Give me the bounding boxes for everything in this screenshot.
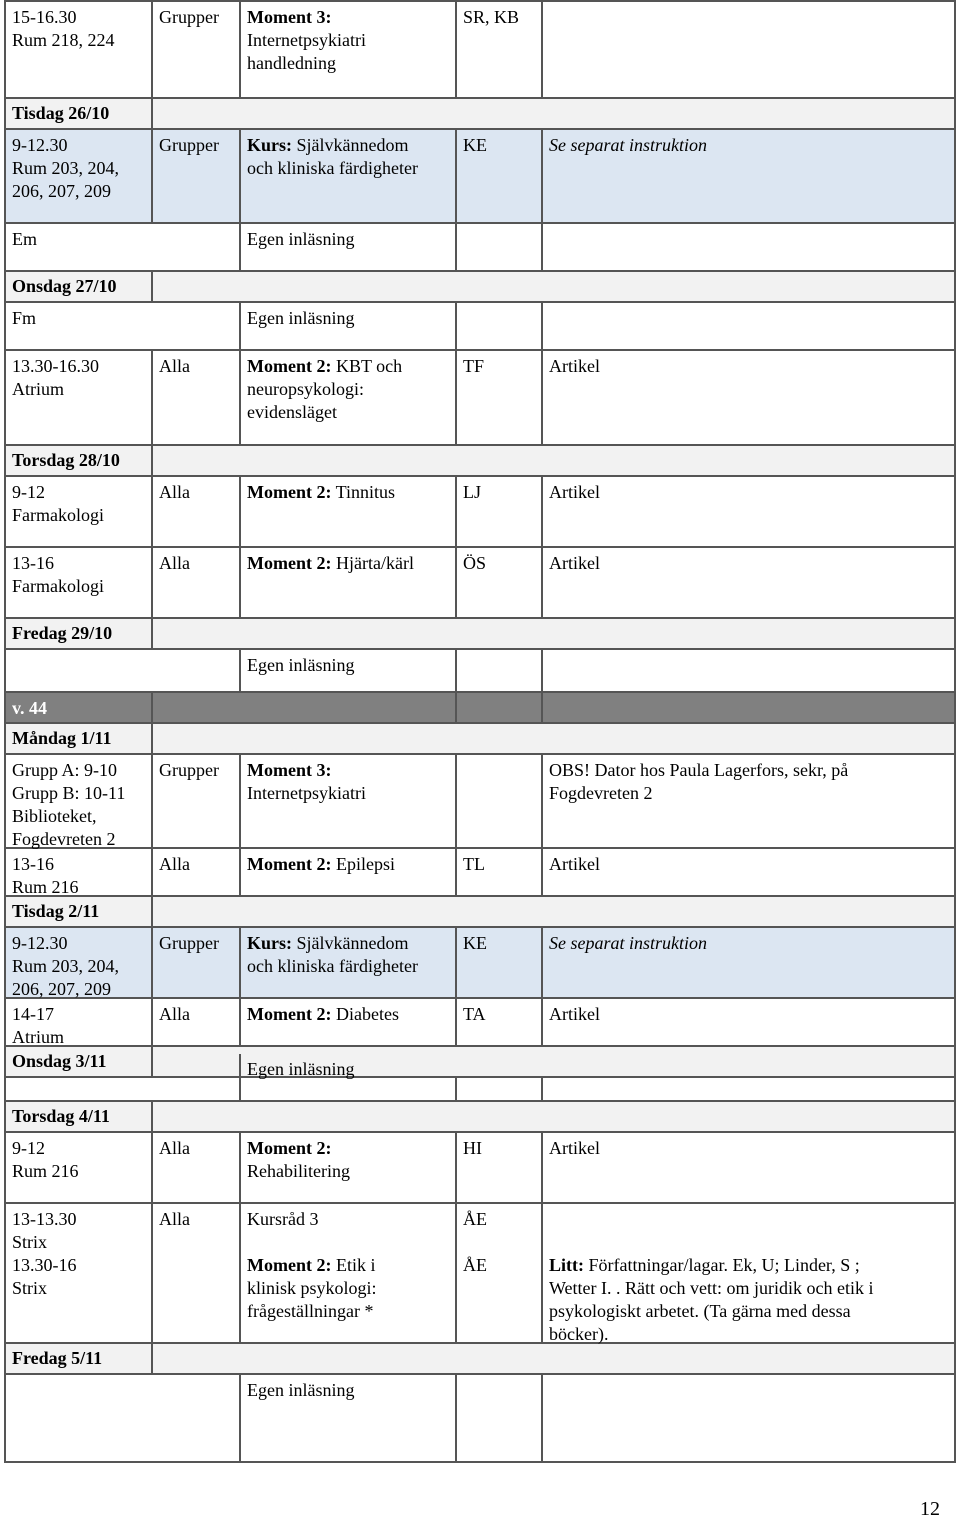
group-cell: Alla: [151, 1133, 239, 1202]
teacher-cell: [455, 1375, 541, 1461]
note-cell: [541, 2, 954, 97]
note-cell: Artikel: [541, 477, 954, 546]
note-cell: Artikel: [541, 999, 954, 1045]
teacher-cell: HI: [455, 1133, 541, 1202]
activity-text: Kursråd 3: [247, 1209, 319, 1229]
table-row: [4, 1373, 956, 1463]
activity-text: Rehabilitering: [247, 1161, 350, 1181]
activity-label: Moment 2:: [247, 1255, 332, 1275]
teacher-cell: KE: [455, 928, 541, 997]
teacher-cell: ÖS: [455, 548, 541, 617]
note-cell: [541, 1204, 954, 1342]
day-header: [4, 895, 956, 926]
activity-text: Självkännedom och kliniska färdigheter: [247, 135, 418, 178]
activity-label: Moment 3:: [247, 760, 332, 780]
note-cell: Artikel: [541, 1133, 954, 1202]
week-label: v. 44: [6, 693, 151, 722]
teacher-cell: SR, KB: [455, 2, 541, 97]
activity-cell: [239, 477, 455, 546]
day-label: Fredag 29/10: [6, 619, 151, 648]
table-row: [4, 475, 956, 546]
day-label: Tisdag 26/10: [6, 99, 151, 128]
activity-cell: Egen inläsning: [239, 224, 455, 270]
activity-label: Moment 2:: [247, 1004, 332, 1024]
note-cell: [541, 1078, 954, 1100]
time-cell: 13-13.30 Strix 13.30-16 Strix: [12, 1209, 77, 1298]
activity-text: KBT och neuropsykologi: evidensläget: [247, 356, 403, 422]
group-cell: Alla: [151, 1204, 239, 1342]
time-cell: 9-12 Rum 216: [12, 1138, 79, 1181]
activity-label: Kurs:: [247, 135, 292, 155]
activity-label: Moment 3:: [247, 7, 332, 27]
time-cell: Grupp A: 9-10 Grupp B: 10-11 Biblioteket, Fogdevreten 2: [12, 760, 126, 849]
group-cell: [151, 303, 239, 349]
activity-label: Moment 2:: [247, 854, 332, 874]
activity-cell: [239, 1133, 455, 1202]
activity-cell: Egen inläsning: [239, 1375, 455, 1461]
table-row: [4, 997, 956, 1045]
teacher-cell: [455, 755, 541, 847]
day-label: Måndag 1/11: [6, 724, 151, 753]
activity-cell: [239, 849, 455, 895]
table-row: [4, 1202, 956, 1342]
time-cell: 13.30-16.30 Atrium: [12, 356, 99, 399]
activity-label: Moment 2:: [247, 1138, 332, 1158]
note-cell: OBS! Dator hos Paula Lagerfors, sekr, på Fogdevreten 2: [541, 755, 954, 847]
time-cell: [6, 650, 151, 691]
day-header: [4, 1100, 956, 1131]
time-cell: 9-12.30 Rum 203, 204, 206, 207, 209: [6, 130, 151, 222]
table-row: [4, 349, 956, 444]
group-cell: Grupper: [151, 755, 239, 847]
day-header: [4, 617, 956, 648]
time-cell: 15-16.30 Rum 218, 224: [12, 7, 115, 50]
time-cell: [6, 1078, 151, 1100]
group-cell: Grupper: [151, 928, 239, 997]
group-cell: Alla: [151, 849, 239, 895]
table-row: [4, 128, 956, 222]
activity-text: Epilepsi: [331, 854, 395, 874]
group-cell: Alla: [151, 477, 239, 546]
note-cell: [541, 1375, 954, 1461]
day-header: [4, 1342, 956, 1373]
teacher-cell: KE: [455, 130, 541, 222]
table-row: [4, 301, 956, 349]
time-cell: Em: [12, 229, 37, 249]
activity-text: Internetpsykiatri: [247, 783, 366, 803]
note-cell: [541, 928, 954, 997]
note-cell: Artikel: [541, 351, 954, 444]
activity-text: Diabetes: [331, 1004, 399, 1024]
group-cell: [151, 1375, 239, 1461]
table-row: [4, 648, 956, 691]
note-cell: [541, 130, 954, 222]
teacher-cell: [455, 1078, 541, 1100]
group-cell: [151, 650, 239, 691]
day-label: Tisdag 2/11: [6, 897, 151, 926]
activity-cell: [239, 2, 455, 97]
group-cell: Alla: [151, 351, 239, 444]
teacher-cell: [455, 303, 541, 349]
activity-text: Internetpsykiatri handledning: [247, 30, 366, 73]
activity-cell: [239, 928, 455, 997]
table-row: [4, 0, 956, 97]
activity-label: Moment 2:: [247, 356, 332, 376]
note-cell: [541, 650, 954, 691]
day-header: [4, 97, 956, 128]
time-cell: [6, 1375, 151, 1461]
table-row: [4, 753, 956, 847]
day-label: Torsdag 4/11: [6, 1102, 151, 1131]
note-cell: [541, 303, 954, 349]
day-header: [4, 444, 956, 475]
note-label: Litt:: [549, 1255, 584, 1275]
day-label: Onsdag 3/11: [6, 1047, 151, 1076]
table-row: [4, 546, 956, 617]
page-number: 12: [920, 1498, 940, 1520]
day-label: Torsdag 28/10: [6, 446, 151, 475]
activity-label: Kurs:: [247, 933, 292, 953]
note-cell: [541, 224, 954, 270]
activity-text: Tinnitus: [331, 482, 396, 502]
time-cell: Fm: [12, 308, 37, 328]
note-cell: Artikel: [541, 849, 954, 895]
table-row: [4, 926, 956, 997]
teacher-cell: TA: [455, 999, 541, 1045]
group-cell: Alla: [151, 999, 239, 1045]
note-cell: Artikel: [541, 548, 954, 617]
note-text: Se separat instruktion: [549, 135, 707, 155]
day-header: [4, 722, 956, 753]
time-cell: 9-12 Farmakologi: [12, 482, 104, 525]
teacher-cell: [455, 224, 541, 270]
activity-cell: Egen inläsning: [239, 1054, 455, 1100]
group-cell: [151, 224, 239, 270]
day-header: [4, 1045, 956, 1076]
group-cell: Alla: [151, 548, 239, 617]
table-row: [4, 1131, 956, 1202]
teacher-cell: LJ: [455, 477, 541, 546]
group-cell: Grupper: [151, 130, 239, 222]
activity-cell: [239, 351, 455, 444]
activity-cell: Egen inläsning: [239, 650, 455, 691]
table-row: [4, 847, 956, 895]
time-cell: 13-16 Rum 216: [12, 854, 79, 897]
activity-cell: [239, 999, 455, 1045]
group-cell: [151, 1078, 239, 1100]
time-cell: 13-16 Farmakologi: [12, 553, 104, 596]
activity-label: Moment 2:: [247, 553, 332, 573]
teacher-cell: TL: [455, 849, 541, 895]
activity-cell: [239, 755, 455, 847]
activity-cell: [239, 548, 455, 617]
activity-text-2: Etik i klinisk psykologi: frågeställningar *: [247, 1255, 377, 1321]
group-cell: Grupper: [151, 2, 239, 97]
time-cell: 9-12.30 Rum 203, 204, 206, 207, 209: [6, 928, 151, 997]
teacher-cell: ÅE ÅE: [455, 1204, 541, 1342]
activity-text: Självkännedom och kliniska färdigheter: [247, 933, 418, 976]
day-label: Fredag 5/11: [6, 1344, 151, 1373]
week-header: [4, 691, 956, 722]
activity-cell: [239, 1204, 455, 1342]
note-text: Författningar/lagar. Ek, U; Linder, S ; Wetter I. . Rätt och vett: om juridik och etik i psykologiskt arbetet. (Ta gärna med dessa böcker).: [549, 1255, 874, 1344]
day-label: Onsdag 27/10: [6, 272, 151, 301]
activity-label: Moment 2:: [247, 482, 332, 502]
table-row: [4, 222, 956, 270]
schedule-table: [4, 0, 956, 1463]
day-header: [4, 270, 956, 301]
activity-cell: [239, 130, 455, 222]
activity-text: Hjärta/kärl: [331, 553, 414, 573]
teacher-cell: TF: [455, 351, 541, 444]
note-text: Se separat instruktion: [549, 933, 707, 953]
time-cell: 14-17 Atrium: [12, 1004, 64, 1047]
activity-cell: Egen inläsning: [239, 303, 455, 349]
teacher-cell: [455, 650, 541, 691]
